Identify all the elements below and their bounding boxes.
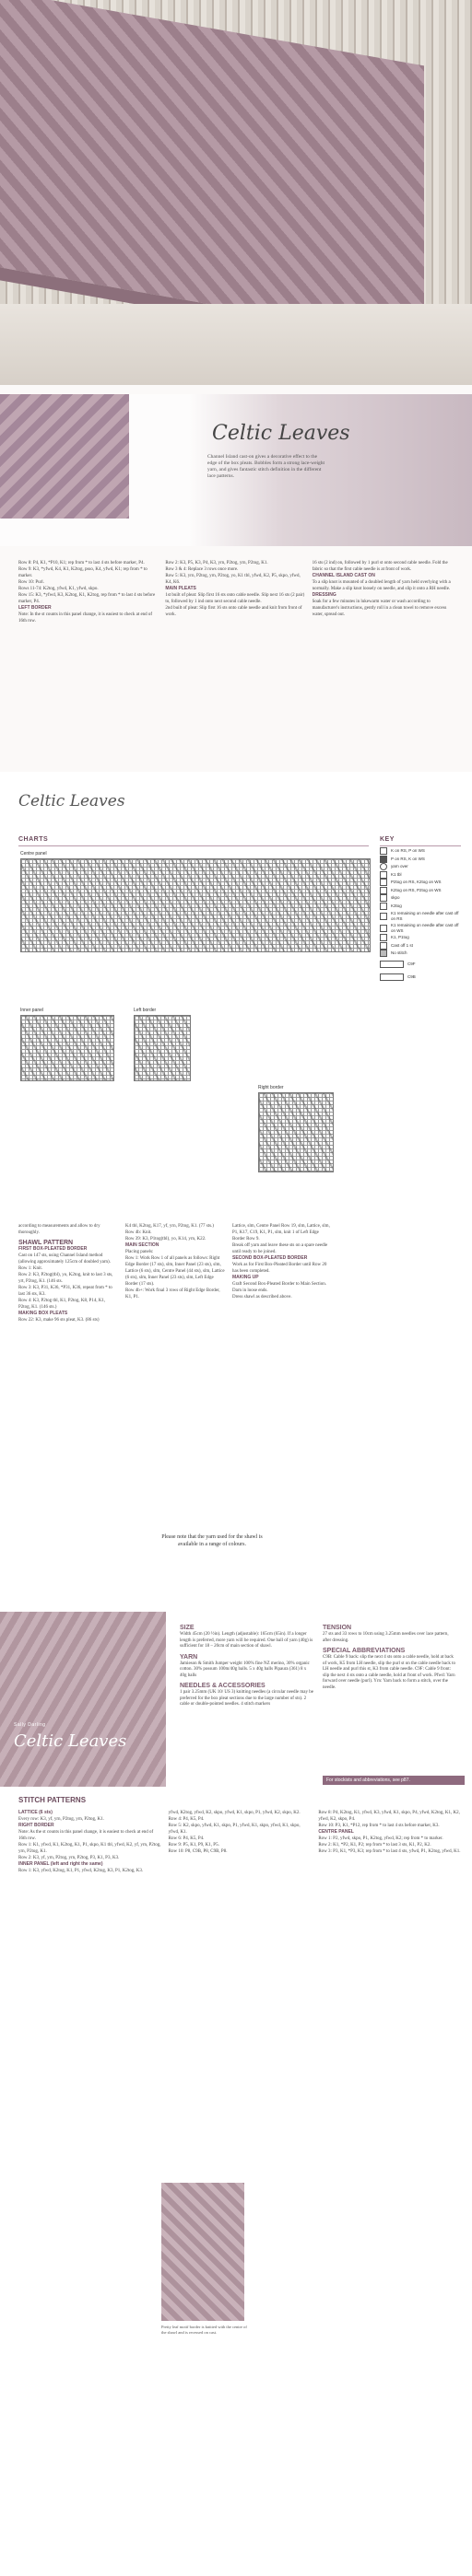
paragraph: according to measurements and allow to dry thoroughly. xyxy=(18,1224,100,1235)
key-item: No stitch xyxy=(380,950,461,958)
paragraph: Row 6: P4, K5, P4. xyxy=(168,1836,205,1841)
photo-caption: Pretty leaf motif border is knitted with the centre of the shawl and is recessed on cast. xyxy=(161,2325,247,2335)
paragraph: Row 1: P2, yfwd, skpo, P1, K2tog, yfwd, K2; rep from * to marker. xyxy=(318,1836,443,1841)
pattern-specs xyxy=(180,1621,456,1708)
paragraph: Soak for a few minutes in lukewarm water or wash according to manufacturer's instructions, gently roll in a clean towel to remove excess water, spread out. xyxy=(312,600,447,617)
inner-panel-chart xyxy=(20,1015,114,1081)
key-item: P on RS, K on WS xyxy=(380,856,461,864)
paragraph: Row 2: K3, P5, K3, P4, K3, yrn, P2tog, yrn, P2tog, K1. xyxy=(165,561,268,565)
designer-name: Sally Darling xyxy=(14,1722,46,1728)
chart-symbols xyxy=(21,859,370,951)
chart-key xyxy=(380,847,461,984)
paragraph: Dress shawl as described above. xyxy=(232,1295,292,1300)
paragraph: Row 4: P4, K5, P4. xyxy=(168,1817,205,1822)
section-heading: SECOND BOX-PLEATED BORDER xyxy=(232,1255,308,1261)
chart-label-inner-panel: Inner panel xyxy=(20,1008,44,1013)
magazine-page-charts xyxy=(0,772,472,1501)
spec-heading: SIZE xyxy=(180,1625,195,1631)
footer-note: Please note that the yarn used for the shawl is available in a range of colours. xyxy=(161,1534,263,1547)
chart-label-left-border: Left border xyxy=(134,1008,157,1013)
text-column-3 xyxy=(318,1810,461,1874)
paragraph: Note: As the st counts in this panel change, it is easiest to check at end of 16th row. xyxy=(18,1830,154,1841)
spec-text: C9B: Cable 9 back: slip the next 4 sts onto a cable needle, hold at back of work, K5 from LH needle, slip the purl st on the cable needle back to LH needle and purl this st, K3 from cable needle. C9F: Cable 9 front: slip the next 4 sts onto a cable needle, hold at front of work. Pfwd: Yarn forward over needle (purl). Yrn: Yarn back to form a stitch, over the needle. xyxy=(323,1655,455,1690)
key-swatch-icon xyxy=(380,894,387,902)
key-item: Cast off 1 st xyxy=(380,942,461,950)
section-heading: MAIN PLEATS xyxy=(165,586,196,591)
key-item: K1 tbl xyxy=(380,871,461,880)
paragraph: Lattice, slm, Centre Panel Row 19, slm, Lattice, slm, P1, K17, C19, K1, P1, slm, knit 1 of Left Edge Border Row 9. xyxy=(232,1224,330,1241)
key-heading: KEY xyxy=(380,836,395,843)
paragraph: Row 3: P3, K1, *P3, K3; rep from * to last 4 sts, yfwd, P1, K2tog, yfwd, K1. xyxy=(318,1849,461,1854)
paragraph: Row 1: K3, yfwd, K2tog, K1, P1, yfwd, K2tog, K3, P1, K2tog, K3. xyxy=(18,1869,144,1873)
paragraph: Graft Second Box-Pleated Border to Main Section. xyxy=(232,1282,327,1287)
floor-photo xyxy=(0,304,472,385)
paragraph: Every row: K3, yf, yrn, P2tog, yrn, P2tog, K1. xyxy=(18,1817,104,1822)
key-item: C9F xyxy=(380,958,461,971)
key-item: K3tog xyxy=(380,903,461,911)
centre-panel-chart xyxy=(20,858,371,952)
key-swatch-icon xyxy=(380,942,387,950)
key-swatch-icon xyxy=(380,934,387,941)
text-column-2 xyxy=(125,1223,225,1323)
text-column-2 xyxy=(165,560,304,624)
page-title: Celtic Leaves xyxy=(212,422,350,445)
chart-symbols xyxy=(21,1016,113,1080)
specs-right xyxy=(323,1621,456,1708)
paragraph: Row 1: K1, yfwd, K1, K2tog, K1, P1, skpo, K1 tbl, yfwd, K2, yf, yrn, P2tog, yrn, P2tog, K1. xyxy=(18,1843,161,1854)
paragraph: Row 22: K3, make 96 sts pleat, K3. (86 sts) xyxy=(18,1318,100,1323)
paragraph: 2nd built of pleat: Slip first 16 sts onto cable needle and knit from front of work. xyxy=(165,606,302,617)
section-heading: FIRST BOX-PLEATED BORDER xyxy=(18,1246,88,1252)
section-heading: LEFT BORDER xyxy=(18,605,52,611)
chart-symbols xyxy=(259,1093,333,1171)
key-swatch-icon xyxy=(380,925,387,932)
divider xyxy=(18,845,369,846)
paragraph: Work as for First Box-Pleated Border until Row 20 has been completed. xyxy=(232,1263,327,1274)
spec-heading: SPECIAL ABBREVIATIONS xyxy=(323,1648,406,1654)
section-heading: MAKING BOX PLEATS xyxy=(18,1311,68,1316)
paragraph: Row 8: P4, K2tog, K1, yfwd, K3, yfwd, K1, skpo, P4, yfwd, K2tog, K1, K2, yfwd, K2, skpo, P4. xyxy=(318,1811,460,1822)
paragraph: Row 4b+: Work final 3 rows of Right Edge Border, K1, P1. xyxy=(125,1288,220,1300)
cover-title: Celtic Leaves xyxy=(14,1731,127,1751)
left-border-chart xyxy=(134,1015,191,1081)
paragraph: K4 tbl, K2tog, K17, yf, yrn, P2tog, K1. (77 sts.) xyxy=(125,1224,214,1229)
paragraph: Row 10: P3, K1, *P12, rep from * to last 4 sts before marker, K3. xyxy=(318,1824,440,1828)
key-item: K1 remaining on needle after cast off on RS xyxy=(380,910,461,922)
spec-heading: YARN xyxy=(180,1653,198,1661)
spec-heading: NEEDLES & ACCESSORIES xyxy=(180,1683,266,1689)
paragraph: Note: In the st counts in this panel change, it is easiest to check at end of 16th row. xyxy=(18,612,153,624)
paragraph: Row 15: K3, *yfwd, K3, K2tog, K1, K2tog, rep from * to last 4 sts before marker, P4. xyxy=(18,593,156,604)
paragraph: Row 1: Work Row 1 of all panels as follows: Right Edge Border (17 sts), slm, Inner Panel (23 sts), slm, Lattice (6 sts), slm, Centre Panel (44 sts), slm, Lattice (6 sts), slm, Inner Panel (23 sts), slm, Left Edge Border (17 sts). xyxy=(125,1256,225,1287)
section-heading: INNER PANEL (left and right the same) xyxy=(18,1861,103,1867)
magazine-page-pattern xyxy=(0,1612,472,2576)
charts-heading: CHARTS xyxy=(18,836,49,843)
spec-text: Width 45cm (20 ½in). Length (adjustable): 165cm (65in). If a longer length is preferred, more yarn will be required. One ball of yarn (40g) is sufficient for 18 – 20cm of main section of shawl. xyxy=(180,1632,313,1649)
paragraph: Row 2: K3, P2tog(tbl), yo, K2tog, knit to last 3 sts, yrt, P2tog, K1. (146 sts. xyxy=(18,1273,113,1284)
paragraph: Break off yarn and leave these sts on a spare needle until ready to be joined. xyxy=(232,1243,328,1254)
paragraph: Row 4: K3, P2tog tbl, K1, P2tog, K8, P14, K1, P2tog, K1. (146 sts.) xyxy=(18,1299,106,1310)
section-heading: STITCH PATTERNS xyxy=(18,1796,87,1804)
paragraph: Cast on 147 sts, using Channel Island method (allowing approximately 125cm of doubled yarn). xyxy=(18,1253,111,1265)
key-item: yarn over xyxy=(380,863,461,871)
section-heading: CENTRE PANEL xyxy=(318,1829,354,1835)
section-heading: RIGHT BORDER xyxy=(18,1823,54,1828)
paragraph: Row 4b: Knit. xyxy=(125,1230,152,1235)
section-heading: MAIN SECTION xyxy=(125,1242,159,1248)
paragraph: Row 1: Knit. xyxy=(18,1266,42,1271)
key-item: K1, P1tog xyxy=(380,934,461,942)
spec-text: 1 pair 3.25mm (UK 10/ US 3) knitting needles (a circular needle may be preferred for the box pleat sections due to the large number of sts). 2 cable or double-pointed needles. 4 stitch markers xyxy=(180,1690,313,1707)
text-column-1 xyxy=(18,1223,118,1323)
section-heading: DRESSING xyxy=(312,592,336,598)
key-swatch-icon xyxy=(380,950,387,957)
paragraph: Placing panels: xyxy=(125,1250,154,1254)
key-item: P2tog on RS, K2tog on WS xyxy=(380,879,461,887)
shawl-border-photo xyxy=(161,2183,244,2321)
paragraph: To a slip knot is mounted of a doubled length of yarn held overlying with a normally. Make a slip knot loosely on needle, and slip it onto a RH needle. xyxy=(312,580,451,591)
section-heading: LATTICE (6 sts) xyxy=(18,1810,53,1815)
text-column-3 xyxy=(232,1223,332,1323)
key-item: K on RS, P on WS xyxy=(380,847,461,856)
paragraph: Row 10: Purl. xyxy=(18,580,44,585)
key-swatch-icon xyxy=(380,856,387,863)
cable-symbol-icon xyxy=(380,961,404,968)
key-swatch-icon xyxy=(380,903,387,910)
paragraph: Row 2: K1, *P2, K1, P2; rep from * to last 3 sts, K1, P2, K2. xyxy=(318,1843,431,1847)
paragraph: Row 3 & 4: Replace 3 rows once more. xyxy=(165,567,239,572)
specs-left xyxy=(180,1621,313,1708)
spec-text: 27 sts and 33 rows to 10cm using 3.25mm needles over lace pattern, after dressing. xyxy=(323,1632,449,1643)
shawl-detail-thumbnail xyxy=(0,394,129,519)
cover-photo xyxy=(0,1612,166,1787)
magazine-page-2 xyxy=(0,385,472,772)
text-column-1 xyxy=(18,560,158,624)
stockists-banner: For stockists and abbreviations, see p87. xyxy=(323,1776,465,1785)
paragraph: Row 5: K3, yrn, P2tog, yrn, P2tog, yo, K1 tbl, yfwd, K2, P5, skpo, yfwd, K4, K6. xyxy=(165,574,301,585)
paragraph: Row 3: K3, P31, K36, *P31, K36, repeat from * to last 36 sts, K3. xyxy=(18,1286,112,1297)
paragraph: Row 2: K3, yf, yrn, P2tog, yrn, P2tog, P3, K1, P3, K3. xyxy=(18,1856,120,1860)
photo-caption: Channel Island cast-on gives a decorative effect to the edge of the box pleats. Bobbles form a strong lace-weight yarn, and gives fantastic stitch definition in the different lace patterns. xyxy=(207,454,325,479)
text-column-3 xyxy=(313,560,452,624)
pattern-text-columns xyxy=(18,1810,461,1874)
paragraph: Darn in loose ends. xyxy=(232,1288,268,1293)
chart-label-right-border: Right border xyxy=(258,1085,284,1090)
key-item: skpo xyxy=(380,894,461,903)
paragraph: 16 sts (2 ind) on, followed by 1 purl st onto second cable needle. Fold the fabric so that the first cable needle is at front of work. xyxy=(312,561,448,572)
section-heading: SHAWL PATTERN xyxy=(18,1240,74,1246)
paragraph: Rows 11-74: K2tog, yfwd, K1, yfwd, skpo. xyxy=(18,587,99,591)
paragraph: Row 8: P4, K1, *P10, K1; rep from * to last 4 sts before marker, P4. xyxy=(18,561,145,565)
section-heading: CHANNEL ISLAND CAST ON xyxy=(312,573,375,578)
chart-symbols xyxy=(135,1016,190,1080)
chart-label-centre-panel: Centre panel xyxy=(20,851,47,857)
page-title: Celtic Leaves xyxy=(18,792,125,810)
key-item: K1 remaining on needle after cast off on WS xyxy=(380,922,461,934)
paragraph: Row 10: P8, C9B, P8, C9B, P8. xyxy=(168,1849,228,1854)
cable-symbol-icon xyxy=(380,973,404,981)
paragraph: 1st built of pleat: Slip first 16 sts onto cable needle. Slip next 16 sts (2 pair) to, followed by 1 ind onto next second cable needle. xyxy=(165,593,305,604)
key-item: K2tog on RS, P2tog on WS xyxy=(380,887,461,895)
paragraph: yfwd, K2tog, yfwd, K2, skpo, yfwd, K1, skpo, P1, yfwd, K2, skpo, K2. xyxy=(168,1811,301,1815)
key-item: C9B xyxy=(380,971,461,984)
key-swatch-icon xyxy=(380,863,387,870)
key-swatch-icon xyxy=(380,847,387,855)
section-heading: MAKING UP xyxy=(232,1275,259,1280)
key-swatch-icon xyxy=(380,879,387,886)
paragraph: Row 39: K3, P1tog(tbl), yo, K14, yrn, K22. xyxy=(125,1237,206,1241)
magazine-page-blank xyxy=(0,1501,472,1612)
key-swatch-icon xyxy=(380,887,387,894)
text-column-2 xyxy=(169,1810,312,1874)
right-border-chart xyxy=(258,1092,334,1172)
paragraph: Row 5: K2, skpo, yfwd, K1, skpo, P1, yfwd, K1, skpo, yfwd, K1, skpo, yfwd, K1. xyxy=(168,1824,301,1835)
pattern-text-columns xyxy=(18,560,452,624)
text-column-1 xyxy=(18,1810,161,1874)
paragraph: Row 9: P5, K1, P9, K1, P5. xyxy=(168,1843,219,1847)
pattern-text-columns xyxy=(18,1223,332,1323)
spec-text: Jamieson & Smith Jumper weight 100% fine NZ merino, 30% organic cotton. 30% possum 100m/40g balls. 5 x 40g balls Pipaura (361) 8 x 40g balls xyxy=(180,1661,310,1678)
divider xyxy=(380,845,461,846)
magazine-page-photo xyxy=(0,0,472,385)
paragraph: Row 9: K3, *yfwd, K4, K1, K2tog, psso, K4, yfwd, K1; rep from * to marker. xyxy=(18,567,148,578)
key-swatch-icon xyxy=(380,913,387,920)
key-swatch-icon xyxy=(380,871,387,879)
spec-heading: TENSION xyxy=(323,1625,352,1631)
